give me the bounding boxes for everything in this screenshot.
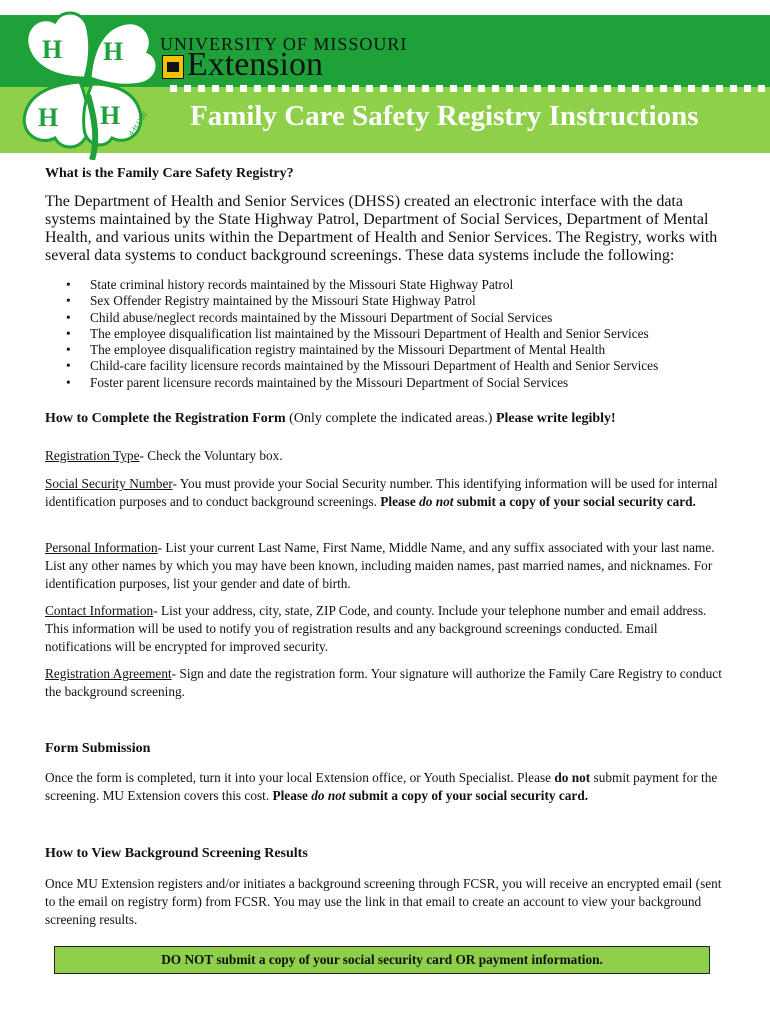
list-item: • The employee disqualification registry maintained by the Missouri Department of Mental Health (90, 342, 725, 358)
section-how-complete (45, 411, 725, 427)
bold-text: Please (380, 494, 420, 509)
svg-text:H: H (38, 103, 59, 132)
data-systems-list-block (45, 277, 725, 391)
contact-info-block (45, 602, 725, 656)
agreement-block (45, 665, 725, 701)
personal-info-paragraph (45, 539, 725, 593)
field-label: Social Security Number (45, 476, 173, 491)
heading-emphasis: Please write legibly! (495, 411, 616, 426)
section-form-submission (45, 741, 725, 757)
mu-shield-icon (162, 55, 184, 79)
submission-block (45, 769, 725, 805)
field-text: - List your current Last Name, First Name, Middle Name, and any suffix associated with your last name. List any other names by which you may have been known, including maiden names, past married names, and nicknames. For identification purposes, list your gender and date of birth. (45, 540, 715, 591)
extension-wordmark: Extension (187, 46, 323, 83)
field-label: Registration Agreement (45, 666, 172, 681)
field-label: Contact Information (45, 603, 154, 618)
four-h-clover-logo (0, 0, 170, 160)
intro-paragraph: The Department of Health and Senior Services (DHSS) created an electronic interface with the data systems maintained by the State Highway Patrol, Department of Social Services, Department of Mental Health, and various units within the Department of Health and Senior Services. The Registry, works with several data systems to conduct background screenings. These data systems include the following: (45, 193, 718, 264)
ssn-block (45, 475, 725, 511)
results-block (45, 875, 725, 929)
bold-text: submit a copy of your social security card. (345, 788, 589, 803)
page-title: Family Care Safety Registry Instructions (190, 100, 699, 132)
section-what-is (45, 166, 725, 182)
submission-paragraph (45, 769, 725, 805)
list-item: • Child-care facility licensure records maintained by the Missouri Department of Health and Senior Services (90, 358, 725, 374)
bold-italic-text: do not (311, 788, 346, 803)
registration-type-block (45, 447, 725, 465)
personal-info-block (45, 539, 725, 593)
intro-paragraph-block (45, 193, 725, 265)
list-item: • Child abuse/neglect records maintained by the Missouri Department of Social Services (90, 310, 725, 326)
section-heading (45, 411, 725, 427)
field-text: - Sign and date the registration form. Your signature will authorize the Family Care Registry to conduct the background screening. (45, 666, 722, 699)
svg-text:H: H (42, 35, 63, 64)
list-item: • The employee disqualification list maintained by the Missouri Department of Health and Senior Services (90, 326, 725, 342)
ssn-paragraph (45, 475, 725, 511)
field-text: - Check the Voluntary box. (139, 448, 283, 463)
agreement-paragraph (45, 665, 725, 701)
warning-notice-box: DO NOT submit a copy of your social security card OR payment information. (54, 946, 710, 974)
field-text: - You must provide your Social Security number. This identifying information will be used for internal identification purposes and to conduct background screenings. (45, 476, 718, 509)
heading-note: (Only complete the indicated areas.) (289, 411, 493, 426)
section-heading: Form Submission (45, 741, 151, 756)
svg-text:H: H (100, 101, 121, 130)
clover-caption: 4-H USE (127, 110, 150, 138)
field-label: Registration Type (45, 448, 140, 463)
field-label: Personal Information (45, 540, 158, 555)
list-item: • Foster parent licensure records maintained by the Missouri Department of Social Services (90, 375, 725, 391)
list-item: • Sex Offender Registry maintained by the Missouri State Highway Patrol (90, 293, 725, 309)
university-name: UNIVERSITY OF MISSOURI (160, 34, 408, 54)
bold-italic-text: do not (419, 494, 454, 509)
bold-text: submit a copy of your social security card. (453, 494, 696, 509)
bold-text: Please (272, 788, 312, 803)
registration-type-paragraph (45, 447, 725, 465)
heading-main: How to Complete the Registration Form (45, 411, 286, 426)
results-paragraph: Once MU Extension registers and/or initiates a background screening through FCSR, you will receive an encrypted email (sent to the email on registry form) from FCSR. You may use the link in that email to create an account to view your background screening results. (45, 876, 722, 927)
body-text: Once the form is completed, turn it into your local Extension office, or Youth Specialist. Please (45, 770, 555, 785)
section-view-results (45, 846, 725, 862)
field-text: - List your address, city, state, ZIP Code, and county. Include your telephone number and email address. This information will be used to notify you of registration results and any background screenings conducted. Email notifications will be encrypted for improved security. (45, 603, 707, 654)
svg-text:H: H (103, 37, 124, 66)
section-heading: What is the Family Care Safety Registry? (45, 166, 294, 181)
data-systems-list (45, 277, 725, 391)
section-heading: How to View Background Screening Results (45, 846, 308, 861)
list-item: • State criminal history records maintained by the Missouri State Highway Patrol (90, 277, 725, 293)
contact-info-paragraph (45, 602, 725, 656)
body-text: submit payment for the screening. MU Extension covers this cost. (45, 770, 718, 803)
header-banner (0, 0, 770, 160)
bold-text: do not (554, 770, 591, 785)
